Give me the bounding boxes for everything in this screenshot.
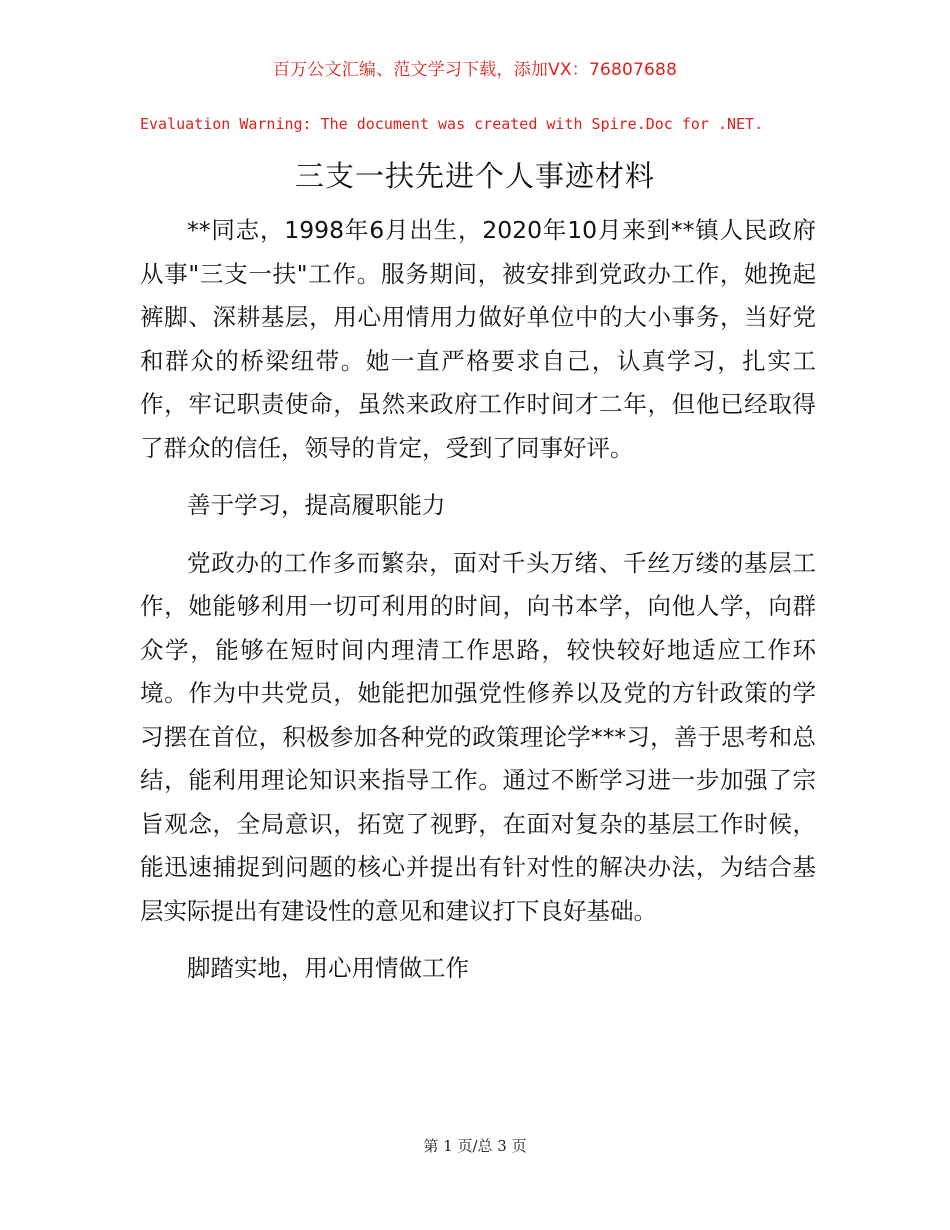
page-footer: 第 1 页/总 3 页: [423, 1137, 527, 1155]
header-ad-text: 百万公文汇编、范文学习下载，添加VX：76807688: [272, 60, 678, 80]
paragraph-intro: **同志，1998年6月出生，2020年10月来到**镇人民政府从事"三支一扶"工作。服务期间，被安排到党政办工作，她挽起裤脚、深耕基层，用心用情用力做好单位中的大小事务，当好党和群众的桥梁纽带。她一直严格要求自己，认真学习，扎实工作，牢记职责使命，虽然来政府工作时间才二年，但他已经取得了群众的信任，领导的肯定，受到了同事好评。: [140, 216, 816, 462]
section-heading-learning: 善于学习，提高履职能力: [187, 491, 446, 519]
paragraph-learning: 党政办的工作多而繁杂，面对千头万绪、千丝万缕的基层工作，她能够利用一切可利用的时间，向书本学，向他人学，向群众学，能够在短时间内理清工作思路，较快较好地适应工作环境。作为中共党员，她能把加强党性修养以及党的方针政策的学习摆在首位，积极参加各种党的政策理论学***习，善于思考和总结，能利用理论知识来指导工作。通过不断学习进一步加强了宗旨观念，全局意识，拓宽了视野，在面对复杂的基层工作时候，能迅速捕捉到问题的核心并提出有针对性的解决办法，为结合基层实际提出有建设性的意见和建议打下良好基础。: [140, 548, 816, 925]
evaluation-warning: Evaluation Warning: The document was created with Spire.Doc for .NET.: [140, 115, 764, 133]
document-title: 三支一扶先进个人事迹材料: [294, 159, 655, 193]
section-heading-practical: 脚踏实地，用心用情做工作: [187, 954, 469, 982]
document-body: [140, 209, 816, 1005]
